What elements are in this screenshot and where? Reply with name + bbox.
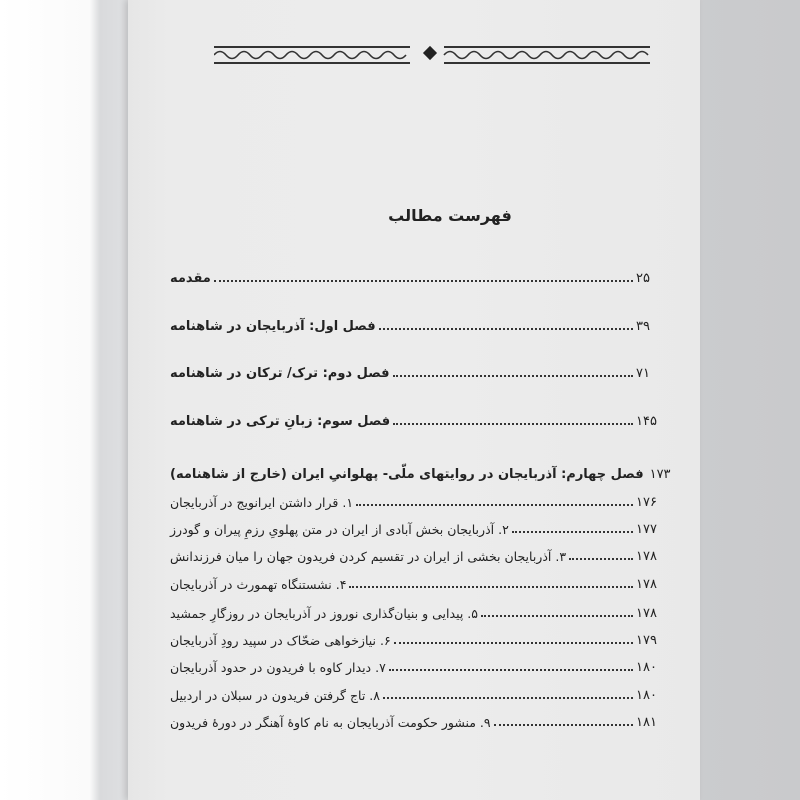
leader-dots [481, 614, 633, 617]
leader-dots [214, 279, 633, 282]
toc-section-7 [170, 651, 678, 675]
toc-section-8 [170, 679, 678, 703]
leader-dots [379, 327, 633, 330]
toc-entry-label: مقدمه [170, 271, 211, 286]
toc-section-page: ۱۷۸ [636, 577, 657, 592]
leader-dots [494, 723, 633, 726]
toc-section-page: ۱۷۸ [636, 606, 657, 621]
toc-entry-page: ۱۷۳ [649, 467, 671, 482]
toc-section-5 [170, 597, 678, 621]
toc-entry-label: فصل سوم: زبانِ ترکی در شاهنامه [170, 414, 391, 429]
toc-section-3 [170, 540, 678, 564]
toc-entry-intro [170, 262, 678, 286]
toc-entry-label: فصل چهارم: آذربایجان در روایتهای ملّی- پهلوانیِ ایران (خارج از شاهنامه) [170, 467, 644, 482]
toc-entry-page: ۷۱ [636, 366, 650, 381]
toc-section-label: ۴. نشستنگاه تهمورث در آذربایجان [170, 577, 347, 592]
leader-dots [394, 641, 633, 644]
toc-section-1 [170, 486, 678, 510]
leader-dots [512, 530, 633, 533]
leader-dots [569, 557, 633, 560]
toc-section-label: ۸. تاج گرفتن فریدون در سبلان در اردبیل [170, 688, 380, 703]
leader-dots [383, 696, 633, 699]
leader-dots [389, 668, 633, 671]
toc-section-9 [170, 706, 678, 730]
toc-section-page: ۱۸۰ [636, 688, 657, 703]
toc-section-label: ۱. قرار داشتن ایرانویج در آذربایجان [170, 495, 354, 510]
toc-entry-page: ۳۹ [636, 319, 650, 334]
toc-entry-chapter-1 [170, 310, 678, 334]
toc-section-page: ۱۸۰ [636, 660, 657, 675]
toc-section-label: ۹. منشور حکومت آذربایجان به نام کاوهٔ آهنگر در دورهٔ فریدون [170, 715, 491, 730]
leader-dots [393, 422, 633, 425]
toc-section-page: ۱۷۷ [636, 522, 657, 537]
leader-dots [393, 374, 633, 377]
toc-section-label: ۷. دیدار کاوه با فریدون در حدود آذربایجان [170, 660, 386, 675]
ornament-left-band [214, 46, 410, 64]
leader-dots [356, 503, 633, 506]
toc-section-label: ۵. پیدایی و بنیان‌گذاری نوروز در آذربایجان در روزگارِ جمشید [170, 606, 478, 621]
toc-entry-label: فصل اول: آذربایجان در شاهنامه [170, 319, 376, 334]
toc-section-label: ۳. آذربایجان بخشی از ایران در تقسیم کردن فریدون جهان را میان فرزندانش [170, 549, 567, 564]
ornament-center-diamond [423, 46, 437, 60]
toc-entry-page: ۱۴۵ [636, 414, 657, 429]
toc-section-page: ۱۷۹ [636, 633, 657, 648]
toc-section-page: ۱۷۸ [636, 549, 657, 564]
toc-section-label: ۶. نیازخواهی ضحّاک در سپید رودِ آذربایجان [170, 633, 391, 648]
toc-section-2 [170, 513, 678, 537]
toc-section-page: ۱۸۱ [636, 715, 657, 730]
toc-section-page: ۱۷۶ [636, 495, 657, 510]
leader-dots [349, 585, 633, 588]
toc-entry-chapter-3 [170, 405, 678, 429]
toc-entry-page: ۲۵ [636, 271, 650, 286]
ornament-right-band [444, 46, 650, 64]
toc-entry-chapter-2 [170, 357, 678, 381]
toc-section-4 [170, 568, 678, 592]
toc-section-label: ۲. آذربایجان بخش آبادی از ایران در متن پهلویِ رزمِ پیران و گودرز [170, 522, 509, 537]
decorative-ornament-border [214, 42, 650, 68]
toc-title: فهرست مطالب [388, 206, 512, 225]
toc-entry-chapter-4 [170, 458, 678, 482]
toc-section-6 [170, 624, 678, 648]
toc-entry-label: فصل دوم: ترک/ ترکان در شاهنامه [170, 366, 390, 381]
